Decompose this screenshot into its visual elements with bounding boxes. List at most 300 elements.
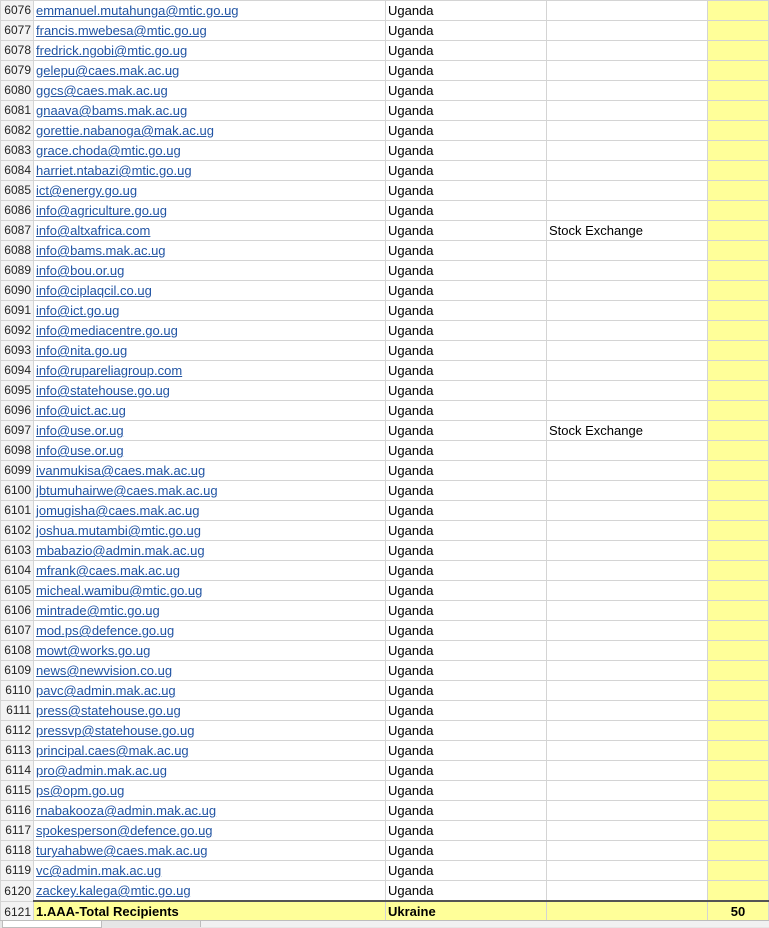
country-cell[interactable]: Uganda: [386, 881, 547, 902]
table-row: [1, 841, 769, 861]
note-cell[interactable]: [547, 441, 708, 461]
count-cell[interactable]: [708, 361, 769, 381]
row-number[interactable]: 6117: [1, 821, 34, 841]
table-row: [1, 641, 769, 661]
country-cell[interactable]: Uganda: [386, 281, 547, 301]
email-cell[interactable]: [34, 161, 386, 181]
country-cell[interactable]: Uganda: [386, 741, 547, 761]
email-cell[interactable]: [34, 221, 386, 241]
row-number[interactable]: 6088: [1, 241, 34, 261]
table-row: [1, 81, 769, 101]
email-cell[interactable]: [34, 121, 386, 141]
country-cell[interactable]: Uganda: [386, 701, 547, 721]
email-link[interactable]: info@use.or.ug: [36, 423, 124, 438]
table-row: [1, 281, 769, 301]
row-number[interactable]: 6110: [1, 681, 34, 701]
count-cell[interactable]: [708, 681, 769, 701]
row-number[interactable]: 6113: [1, 741, 34, 761]
row-number[interactable]: 6106: [1, 601, 34, 621]
count-cell[interactable]: [708, 441, 769, 461]
email-link[interactable]: info@bou.or.ug: [36, 263, 125, 278]
country-cell[interactable]: Uganda: [386, 421, 547, 441]
table-row: [1, 501, 769, 521]
note-cell[interactable]: [547, 381, 708, 401]
country-cell[interactable]: Uganda: [386, 441, 547, 461]
row-number[interactable]: 6121: [1, 901, 34, 922]
country-cell[interactable]: Uganda: [386, 321, 547, 341]
email-link[interactable]: mfrank@caes.mak.ac.ug: [36, 563, 180, 578]
note-cell[interactable]: [547, 581, 708, 601]
email-link[interactable]: gnaava@bams.mak.ac.ug: [36, 103, 188, 118]
note-cell[interactable]: [547, 821, 708, 841]
row-number[interactable]: 6086: [1, 201, 34, 221]
email-cell[interactable]: [34, 581, 386, 601]
row-number[interactable]: 6077: [1, 21, 34, 41]
count-cell[interactable]: [708, 381, 769, 401]
count-cell[interactable]: [708, 621, 769, 641]
email-cell[interactable]: [34, 761, 386, 781]
count-cell[interactable]: [708, 241, 769, 261]
count-cell[interactable]: [708, 261, 769, 281]
country-cell[interactable]: Uganda: [386, 801, 547, 821]
row-number[interactable]: 6094: [1, 361, 34, 381]
email-link[interactable]: jbtumuhairwe@caes.mak.ac.ug: [36, 483, 218, 498]
count-cell[interactable]: [708, 281, 769, 301]
note-cell[interactable]: [547, 41, 708, 61]
country-cell[interactable]: Uganda: [386, 341, 547, 361]
row-number[interactable]: 6107: [1, 621, 34, 641]
row-number[interactable]: 6092: [1, 321, 34, 341]
country-cell[interactable]: Uganda: [386, 141, 547, 161]
email-cell[interactable]: [34, 801, 386, 821]
country-cell[interactable]: Uganda: [386, 201, 547, 221]
row-number[interactable]: 6089: [1, 261, 34, 281]
email-link[interactable]: info@uict.ac.ug: [36, 403, 126, 418]
email-cell[interactable]: [34, 361, 386, 381]
note-cell[interactable]: [547, 261, 708, 281]
count-cell[interactable]: [708, 841, 769, 861]
count-cell[interactable]: [708, 1, 769, 21]
count-cell[interactable]: [708, 181, 769, 201]
row-number[interactable]: 6100: [1, 481, 34, 501]
country-cell[interactable]: Uganda: [386, 241, 547, 261]
country-cell[interactable]: Uganda: [386, 41, 547, 61]
table-row: [1, 421, 769, 441]
count-cell[interactable]: [708, 101, 769, 121]
count-cell[interactable]: [708, 201, 769, 221]
email-link[interactable]: rnabakooza@admin.mak.ac.ug: [36, 803, 217, 818]
email-link[interactable]: mbabazio@admin.mak.ac.ug: [36, 543, 205, 558]
email-cell[interactable]: [34, 601, 386, 621]
email-cell[interactable]: [34, 521, 386, 541]
note-cell[interactable]: [547, 321, 708, 341]
count-cell[interactable]: [708, 761, 769, 781]
country-cell[interactable]: Uganda: [386, 261, 547, 281]
email-link[interactable]: info@agriculture.go.ug: [36, 203, 167, 218]
country-cell[interactable]: Uganda: [386, 401, 547, 421]
row-number[interactable]: 6115: [1, 781, 34, 801]
table-row: [1, 621, 769, 641]
table-row: [1, 561, 769, 581]
count-cell[interactable]: [708, 41, 769, 61]
email-cell[interactable]: [34, 141, 386, 161]
email-cell[interactable]: [34, 641, 386, 661]
email-cell[interactable]: [34, 321, 386, 341]
note-cell[interactable]: [547, 201, 708, 221]
count-cell[interactable]: [708, 561, 769, 581]
count-cell[interactable]: [708, 601, 769, 621]
email-link[interactable]: press@statehouse.go.ug: [36, 703, 181, 718]
email-link[interactable]: mod.ps@defence.go.ug: [36, 623, 175, 638]
email-cell[interactable]: [34, 781, 386, 801]
note-cell[interactable]: [547, 21, 708, 41]
email-cell[interactable]: [34, 661, 386, 681]
row-number[interactable]: 6111: [1, 701, 34, 721]
email-cell[interactable]: [34, 41, 386, 61]
count-cell[interactable]: [708, 801, 769, 821]
count-cell[interactable]: [708, 781, 769, 801]
country-cell[interactable]: Uganda: [386, 541, 547, 561]
note-cell[interactable]: [547, 141, 708, 161]
count-cell[interactable]: [708, 701, 769, 721]
total-label-cell[interactable]: 1.AAA-Total Recipients: [34, 901, 386, 922]
country-cell[interactable]: Uganda: [386, 161, 547, 181]
count-cell[interactable]: [708, 661, 769, 681]
country-cell[interactable]: Uganda: [386, 1, 547, 21]
email-cell[interactable]: [34, 201, 386, 221]
row-number[interactable]: 6102: [1, 521, 34, 541]
country-cell[interactable]: Uganda: [386, 721, 547, 741]
note-cell[interactable]: [547, 601, 708, 621]
email-cell[interactable]: [34, 81, 386, 101]
country-cell[interactable]: Uganda: [386, 81, 547, 101]
note-cell[interactable]: [547, 801, 708, 821]
country-cell[interactable]: Uganda: [386, 841, 547, 861]
email-link[interactable]: spokesperson@defence.go.ug: [36, 823, 213, 838]
country-cell[interactable]: Uganda: [386, 181, 547, 201]
note-cell[interactable]: Stock Exchange: [547, 221, 708, 241]
table-row: [1, 821, 769, 841]
country-cell[interactable]: Uganda: [386, 821, 547, 841]
country-cell[interactable]: Uganda: [386, 501, 547, 521]
table-row: [1, 801, 769, 821]
horizontal-scrollbar[interactable]: [200, 921, 769, 927]
email-cell[interactable]: [34, 21, 386, 41]
row-number[interactable]: 6091: [1, 301, 34, 321]
total-country-cell[interactable]: Ukraine: [386, 901, 547, 922]
row-number[interactable]: 6104: [1, 561, 34, 581]
country-cell[interactable]: Uganda: [386, 581, 547, 601]
table-row: [1, 181, 769, 201]
count-cell[interactable]: [708, 881, 769, 902]
count-cell[interactable]: [708, 301, 769, 321]
note-cell[interactable]: [547, 561, 708, 581]
country-cell[interactable]: Uganda: [386, 21, 547, 41]
count-cell[interactable]: [708, 121, 769, 141]
email-cell[interactable]: [34, 501, 386, 521]
note-cell[interactable]: [547, 541, 708, 561]
email-link[interactable]: principal.caes@mak.ac.ug: [36, 743, 189, 758]
email-link[interactable]: harriet.ntabazi@mtic.go.ug: [36, 163, 192, 178]
email-link[interactable]: joshua.mutambi@mtic.go.ug: [36, 523, 201, 538]
country-cell[interactable]: Uganda: [386, 121, 547, 141]
row-number[interactable]: 6109: [1, 661, 34, 681]
note-cell[interactable]: [547, 741, 708, 761]
row-number[interactable]: 6083: [1, 141, 34, 161]
table-row: [1, 761, 769, 781]
count-cell[interactable]: [708, 521, 769, 541]
email-cell[interactable]: [34, 341, 386, 361]
row-number[interactable]: 6081: [1, 101, 34, 121]
email-link[interactable]: ict@energy.go.ug: [36, 183, 138, 198]
email-cell[interactable]: [34, 281, 386, 301]
note-cell[interactable]: [547, 661, 708, 681]
country-cell[interactable]: Uganda: [386, 381, 547, 401]
country-cell[interactable]: Uganda: [386, 781, 547, 801]
email-cell[interactable]: [34, 481, 386, 501]
country-cell[interactable]: Uganda: [386, 641, 547, 661]
email-link[interactable]: ggcs@caes.mak.ac.ug: [36, 83, 168, 98]
row-number[interactable]: 6085: [1, 181, 34, 201]
email-link[interactable]: jomugisha@caes.mak.ac.ug: [36, 503, 200, 518]
note-cell[interactable]: [547, 301, 708, 321]
total-count-cell[interactable]: 50: [708, 901, 769, 922]
email-link[interactable]: mowt@works.go.ug: [36, 643, 151, 658]
email-cell[interactable]: [34, 61, 386, 81]
count-cell[interactable]: [708, 161, 769, 181]
country-cell[interactable]: Uganda: [386, 461, 547, 481]
row-number[interactable]: 6095: [1, 381, 34, 401]
count-cell[interactable]: [708, 401, 769, 421]
count-cell[interactable]: [708, 861, 769, 881]
count-cell[interactable]: [708, 461, 769, 481]
email-link[interactable]: info@ict.go.ug: [36, 303, 120, 318]
row-number[interactable]: 6097: [1, 421, 34, 441]
note-cell[interactable]: [547, 721, 708, 741]
count-cell[interactable]: [708, 21, 769, 41]
email-link[interactable]: info@bams.mak.ac.ug: [36, 243, 166, 258]
email-link[interactable]: info@statehouse.go.ug: [36, 383, 170, 398]
table-row: [1, 321, 769, 341]
email-link[interactable]: francis.mwebesa@mtic.go.ug: [36, 23, 207, 38]
count-cell[interactable]: [708, 541, 769, 561]
total-note-cell[interactable]: [547, 901, 708, 922]
note-cell[interactable]: [547, 241, 708, 261]
row-number[interactable]: 6079: [1, 61, 34, 81]
table-row: [1, 21, 769, 41]
row-number[interactable]: 6099: [1, 461, 34, 481]
row-number[interactable]: 6112: [1, 721, 34, 741]
email-link[interactable]: pro@admin.mak.ac.ug: [36, 763, 167, 778]
email-link[interactable]: info@mediacentre.go.ug: [36, 323, 178, 338]
email-cell[interactable]: [34, 381, 386, 401]
email-link[interactable]: info@ciplaqcil.co.ug: [36, 283, 152, 298]
table-row: [1, 721, 769, 741]
row-number[interactable]: 6120: [1, 881, 34, 902]
note-cell[interactable]: [547, 121, 708, 141]
row-number[interactable]: 6093: [1, 341, 34, 361]
email-link[interactable]: turyahabwe@caes.mak.ac.ug: [36, 843, 208, 858]
country-cell[interactable]: Uganda: [386, 221, 547, 241]
country-cell[interactable]: Uganda: [386, 301, 547, 321]
count-cell[interactable]: [708, 641, 769, 661]
country-cell[interactable]: Uganda: [386, 661, 547, 681]
count-cell[interactable]: [708, 81, 769, 101]
country-cell[interactable]: Uganda: [386, 681, 547, 701]
count-cell[interactable]: [708, 721, 769, 741]
email-cell[interactable]: [34, 261, 386, 281]
country-cell[interactable]: Uganda: [386, 61, 547, 81]
total-row: [1, 901, 769, 922]
email-cell[interactable]: [34, 421, 386, 441]
count-cell[interactable]: [708, 741, 769, 761]
country-cell[interactable]: Uganda: [386, 601, 547, 621]
note-cell[interactable]: [547, 1, 708, 21]
note-cell[interactable]: [547, 461, 708, 481]
note-cell[interactable]: [547, 841, 708, 861]
email-link[interactable]: info@altxafrica.com: [36, 223, 151, 238]
email-cell[interactable]: [34, 861, 386, 881]
row-number[interactable]: 6098: [1, 441, 34, 461]
row-number[interactable]: 6082: [1, 121, 34, 141]
email-cell[interactable]: [34, 621, 386, 641]
email-link[interactable]: fredrick.ngobi@mtic.go.ug: [36, 43, 188, 58]
email-link[interactable]: ivanmukisa@caes.mak.ac.ug: [36, 463, 206, 478]
count-cell[interactable]: [708, 321, 769, 341]
row-number[interactable]: 6084: [1, 161, 34, 181]
note-cell[interactable]: [547, 101, 708, 121]
country-cell[interactable]: Uganda: [386, 861, 547, 881]
note-cell[interactable]: [547, 861, 708, 881]
email-cell[interactable]: [34, 721, 386, 741]
row-number[interactable]: 6119: [1, 861, 34, 881]
country-cell[interactable]: Uganda: [386, 361, 547, 381]
country-cell[interactable]: Uganda: [386, 621, 547, 641]
note-cell[interactable]: [547, 401, 708, 421]
email-cell[interactable]: [34, 541, 386, 561]
email-cell[interactable]: [34, 401, 386, 421]
email-link[interactable]: mintrade@mtic.go.ug: [36, 603, 160, 618]
email-cell[interactable]: [34, 701, 386, 721]
note-cell[interactable]: [547, 61, 708, 81]
count-cell[interactable]: [708, 221, 769, 241]
count-cell[interactable]: [708, 481, 769, 501]
count-cell[interactable]: [708, 821, 769, 841]
note-cell[interactable]: [547, 161, 708, 181]
email-cell[interactable]: [34, 1, 386, 21]
row-number[interactable]: 6087: [1, 221, 34, 241]
email-link[interactable]: info@rupareliagroup.com: [36, 363, 183, 378]
email-link[interactable]: gelepu@caes.mak.ac.ug: [36, 63, 180, 78]
email-link[interactable]: zackey.kalega@mtic.go.ug: [36, 883, 191, 898]
country-cell[interactable]: Uganda: [386, 521, 547, 541]
email-link[interactable]: news@newvision.co.ug: [36, 663, 173, 678]
note-cell[interactable]: [547, 681, 708, 701]
row-number[interactable]: 6090: [1, 281, 34, 301]
table-row: [1, 441, 769, 461]
email-cell[interactable]: [34, 741, 386, 761]
count-cell[interactable]: [708, 141, 769, 161]
note-cell[interactable]: [547, 181, 708, 201]
email-link[interactable]: grace.choda@mtic.go.ug: [36, 143, 181, 158]
note-cell[interactable]: [547, 481, 708, 501]
row-number[interactable]: 6118: [1, 841, 34, 861]
email-cell[interactable]: [34, 241, 386, 261]
email-cell[interactable]: [34, 821, 386, 841]
note-cell[interactable]: [547, 281, 708, 301]
count-cell[interactable]: [708, 341, 769, 361]
note-cell[interactable]: [547, 81, 708, 101]
note-cell[interactable]: [547, 361, 708, 381]
row-number[interactable]: 6116: [1, 801, 34, 821]
note-cell[interactable]: [547, 521, 708, 541]
email-cell[interactable]: [34, 881, 386, 902]
email-link[interactable]: pressvp@statehouse.go.ug: [36, 723, 195, 738]
table-row: [1, 541, 769, 561]
count-cell[interactable]: [708, 421, 769, 441]
email-link[interactable]: info@nita.go.ug: [36, 343, 128, 358]
email-cell[interactable]: [34, 681, 386, 701]
row-number[interactable]: 6096: [1, 401, 34, 421]
email-cell[interactable]: [34, 301, 386, 321]
row-number[interactable]: 6114: [1, 761, 34, 781]
email-link[interactable]: ps@opm.go.ug: [36, 783, 125, 798]
email-link[interactable]: pavc@admin.mak.ac.ug: [36, 683, 176, 698]
table-row: [1, 681, 769, 701]
country-cell[interactable]: Uganda: [386, 561, 547, 581]
email-link[interactable]: vc@admin.mak.ac.ug: [36, 863, 162, 878]
email-link[interactable]: micheal.wamibu@mtic.go.ug: [36, 583, 203, 598]
email-link[interactable]: gorettie.nabanoga@mak.ac.ug: [36, 123, 214, 138]
email-link[interactable]: emmanuel.mutahunga@mtic.go.ug: [36, 3, 239, 18]
row-number[interactable]: 6080: [1, 81, 34, 101]
table-row: [1, 221, 769, 241]
count-cell[interactable]: [708, 581, 769, 601]
count-cell[interactable]: [708, 61, 769, 81]
email-cell[interactable]: [34, 461, 386, 481]
country-cell[interactable]: Uganda: [386, 761, 547, 781]
email-link[interactable]: info@use.or.ug: [36, 443, 124, 458]
table-row: [1, 661, 769, 681]
table-row: [1, 381, 769, 401]
email-cell[interactable]: [34, 441, 386, 461]
note-cell[interactable]: [547, 341, 708, 361]
note-cell[interactable]: [547, 501, 708, 521]
note-cell[interactable]: [547, 881, 708, 902]
note-cell[interactable]: [547, 761, 708, 781]
email-cell[interactable]: [34, 181, 386, 201]
country-cell[interactable]: Uganda: [386, 481, 547, 501]
note-cell[interactable]: Stock Exchange: [547, 421, 708, 441]
row-number[interactable]: 6076: [1, 1, 34, 21]
row-number[interactable]: 6105: [1, 581, 34, 601]
country-cell[interactable]: Uganda: [386, 101, 547, 121]
email-cell[interactable]: [34, 841, 386, 861]
row-number[interactable]: 6078: [1, 41, 34, 61]
email-cell[interactable]: [34, 101, 386, 121]
row-number[interactable]: 6103: [1, 541, 34, 561]
note-cell[interactable]: [547, 621, 708, 641]
email-cell[interactable]: [34, 561, 386, 581]
count-cell[interactable]: [708, 501, 769, 521]
note-cell[interactable]: [547, 701, 708, 721]
table-row: [1, 101, 769, 121]
note-cell[interactable]: [547, 781, 708, 801]
note-cell[interactable]: [547, 641, 708, 661]
table-row: [1, 701, 769, 721]
row-number[interactable]: 6108: [1, 641, 34, 661]
row-number[interactable]: 6101: [1, 501, 34, 521]
